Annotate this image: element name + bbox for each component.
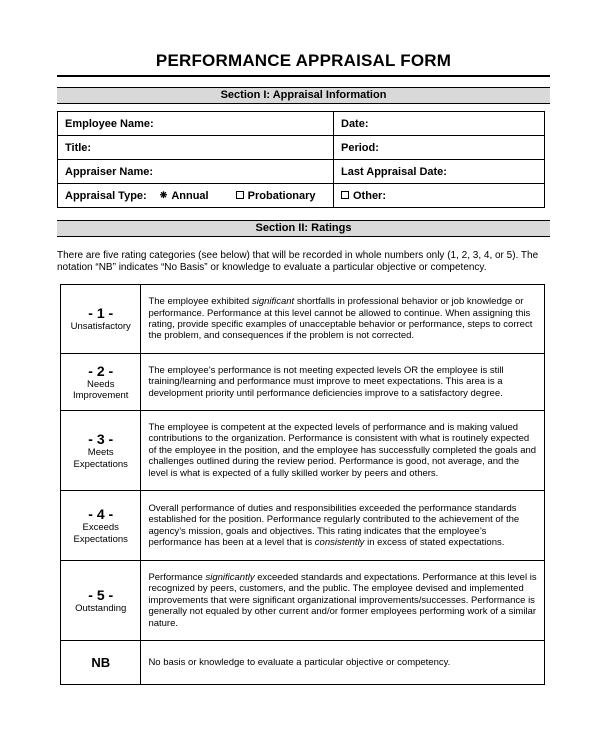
option-probationary[interactable]: [236, 190, 316, 202]
ratings-table: [60, 284, 545, 685]
rating-number: - 1 -: [88, 305, 114, 322]
rating-row: [61, 561, 545, 641]
date-label: Date:: [341, 117, 369, 130]
form-title: PERFORMANCE APPRAISAL FORM: [155, 51, 452, 70]
rating-row: [61, 285, 545, 354]
selected-marker-icon: ❋: [159, 190, 168, 201]
title-label: Title:: [65, 141, 92, 154]
rating-description: [141, 411, 545, 491]
rating-number: - 4 -: [88, 506, 114, 522]
rating-description: [141, 354, 545, 411]
appraisal-type-field: [58, 184, 334, 208]
title-field[interactable]: [58, 136, 334, 160]
employee-name-field[interactable]: [58, 112, 334, 136]
rating-label: Exceeds Expectations: [73, 522, 128, 545]
option-other[interactable]: [334, 184, 545, 208]
rating-description: [141, 561, 545, 641]
info-row-employee: [58, 112, 545, 136]
rating-label: Unsatisfactory: [70, 321, 131, 333]
desc-text: Performance: [148, 571, 206, 583]
desc-text: No basis or knowledge to evaluate a particular objective or competency.: [148, 656, 451, 668]
date-field[interactable]: [334, 112, 545, 136]
rating-number: NB: [91, 655, 111, 670]
option-annual[interactable]: [160, 190, 209, 202]
section-1-heading: Section I: Appraisal Information: [57, 87, 550, 104]
rating-row: [61, 411, 545, 491]
period-label: Period:: [341, 141, 379, 154]
appraisal-info-table: [57, 111, 545, 208]
desc-text: The employee is competent at the expected levels of performance and is making valued contributions to the organization. Performance is consistent with what is routinely expected of the employee in the position, and the employee has successfully completed the goals and challenges outlined during the review period. Performance is good, not average, and the level is what is expected of a fully skilled worker by peers and others.: [148, 421, 537, 479]
desc-text: The employee exhibited: [148, 296, 252, 308]
title-underline: [57, 75, 550, 77]
desc-text: Overall performance of duties and responsibilities exceeded the performance standards established for the position. Performance regularly contributed to the achievement of the agency’s mission, goals and objectives. This rating indicates that the employee’s performance has been at a level that is: [148, 502, 520, 548]
desc-text: The employee’s performance is not meeting expected levels OR the employee is still training/learning and performance must improve to meet expectations. This area is a development priority until performance deficiencies improve to a satisfactory degree.: [148, 364, 504, 399]
desc-emphasis: consistently: [314, 536, 365, 548]
period-field[interactable]: [334, 136, 545, 160]
desc-emphasis: significant: [251, 296, 295, 308]
rating-level: [61, 354, 141, 411]
desc-emphasis: significantly: [205, 571, 255, 583]
rating-description: [141, 641, 545, 685]
desc-text: shortfalls in professional behavior or job knowledge or performance. Performance at this level cannot be allowed to continue. When assigning this rating, provide specific examples of unacceptable behavior or performance, steps to correct the problem, and consequences if the problem is not corrected.: [148, 296, 533, 342]
ratings-intro: There are five rating categories (see below) that will be recorded in whole numbers only (1, 2, 3, 4, or 5). The notation “NB” indicates “No Basis” or knowledge to evaluate a particular objective or competency.: [57, 250, 539, 273]
option-annual-label: Annual: [171, 189, 209, 202]
checkbox-icon: [236, 191, 244, 199]
rating-number: - 3 -: [88, 431, 114, 447]
appraiser-name-field[interactable]: [58, 160, 334, 184]
rating-row: [61, 491, 545, 561]
appraiser-name-label: Appraiser Name:: [65, 165, 154, 178]
last-appraisal-date-label: Last Appraisal Date:: [341, 165, 447, 178]
rating-level: [61, 561, 141, 641]
rating-label: Meets Expectations: [73, 447, 128, 470]
employee-name-label: Employee Name:: [65, 117, 154, 130]
info-row-appraiser: [58, 160, 545, 184]
section-2-heading: Section II: Ratings: [57, 220, 550, 237]
rating-description: [141, 491, 545, 561]
rating-level: [61, 491, 141, 561]
rating-level: [61, 285, 141, 354]
desc-text: exceeded standards and expectations. Performance at this level is recognized by peers, customers, and the public. The employee devised and implemented improvements that were significant organizational improvements/successes. Performance is generally not equaled by other current and/or former employees performing work of a similar nature.: [148, 571, 537, 629]
info-row-title: [58, 136, 545, 160]
rating-row: [61, 641, 545, 685]
rating-label: Needs Improvement: [73, 378, 129, 401]
rating-number: - 2 -: [88, 362, 114, 379]
checkbox-icon: [341, 191, 349, 199]
info-row-type: [58, 184, 545, 208]
rating-row: [61, 354, 545, 411]
rating-level: [61, 411, 141, 491]
last-appraisal-date-field[interactable]: [334, 160, 545, 184]
option-other-label: Other:: [353, 189, 386, 202]
desc-text: in excess of stated expectations.: [364, 536, 505, 548]
appraisal-type-label: Appraisal Type:: [65, 189, 147, 202]
option-probationary-label: Probationary: [247, 189, 316, 202]
rating-number: - 5 -: [88, 586, 114, 603]
rating-description: [141, 285, 545, 354]
rating-level: [61, 641, 141, 685]
rating-label: Outstanding: [75, 602, 127, 614]
